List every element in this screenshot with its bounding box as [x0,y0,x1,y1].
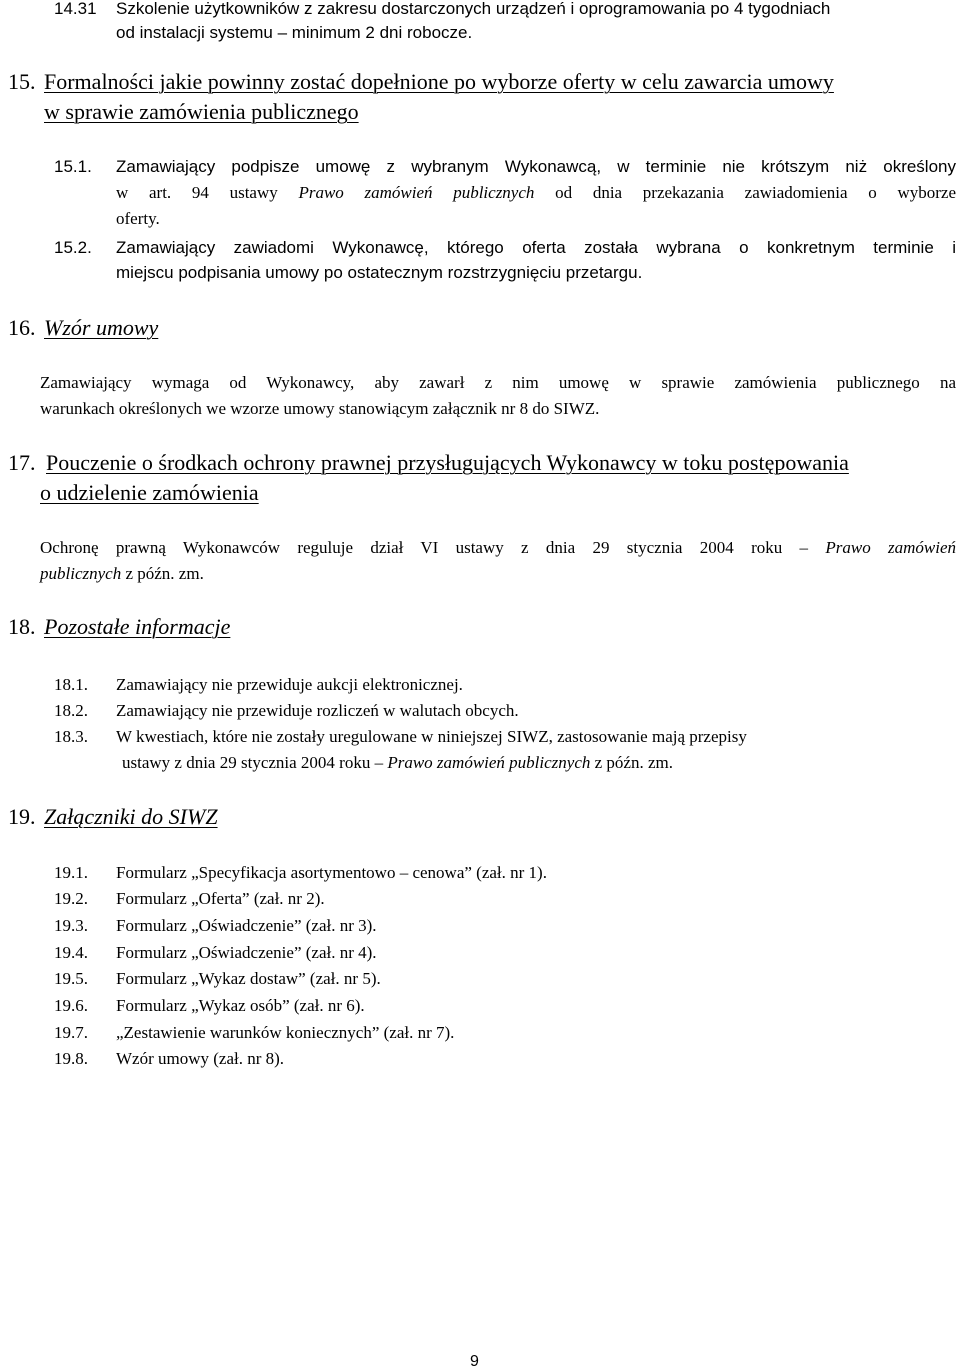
item-number: 19.6. [54,996,88,1015]
item-number: 19.7. [54,1023,88,1042]
section-number: 17. [8,450,36,475]
paragraph-line: Zamawiający wymaga od Wykonawcy, aby zawarł z nim umowę w sprawie zamówienia publicznego na [40,373,956,392]
list-item: Formularz „Wykaz osób” (zał. nr 6). [116,996,365,1015]
page-number: 9 [470,1353,479,1370]
section-number: 19. [8,804,36,829]
item-number: 18.2. [54,701,88,720]
item-number: 18.3. [54,727,88,746]
section-number: 15. [8,69,36,94]
section-number: 18. [8,614,36,639]
item-text-line: W kwestiach, które nie zostały uregulowane w niniejszej SIWZ, zastosowanie mają przepisy [116,727,747,746]
paragraph-line: warunkach określonych we wzorze umowy stanowiącym załącznik nr 8 do SIWZ. [40,399,600,418]
list-item: Formularz „Oświadczenie” (zał. nr 4). [116,943,377,962]
item-text-line: oferty. [116,209,160,228]
item-text-line: Zamawiający zawiadomi Wykonawcę, którego oferta została wybrana o konkretnym terminie i [116,238,956,257]
item-number: 19.3. [54,916,88,935]
item-text-line: Zamawiający nie przewiduje rozliczeń w walutach obcych. [116,701,519,720]
list-item: Formularz „Oświadczenie” (zał. nr 3). [116,916,377,935]
item-number: 19.4. [54,943,88,962]
item-number: 19.2. [54,889,88,908]
paragraph-line: publicznych z późn. zm. [40,564,204,583]
list-item: Wzór umowy (zał. nr 8). [116,1049,285,1068]
item-number: 14.31 [54,0,97,18]
list-item: Formularz „Wykaz dostaw” (zał. nr 5). [116,969,381,988]
section-title: Pouczenie o środkach ochrony prawnej przysługujących Wykonawcy w toku postępowania [46,450,849,475]
item-text-line: miejscu podpisania umowy po ostatecznym rozstrzygnięciu przetargu. [116,263,643,282]
item-number: 19.8. [54,1049,88,1068]
item-number: 18.1. [54,675,88,694]
item-text-line: Szkolenie użytkowników z zakresu dostarczonych urządzeń i oprogramowania po 4 tygodniach [116,0,831,18]
item-text-line: ustawy z dnia 29 stycznia 2004 roku – Prawo zamówień publicznych z późn. zm. [122,753,673,772]
item-number: 19.5. [54,969,88,988]
item-number: 19.1. [54,863,88,882]
section-title: o udzielenie zamówienia [40,480,259,505]
list-item: Formularz „Specyfikacja asortymentowo – cenowa” (zał. nr 1). [116,863,547,882]
list-item: Formularz „Oferta” (zał. nr 2). [116,889,325,908]
item-text-line: Zamawiający nie przewiduje aukcji elektronicznej. [116,675,463,694]
item-text-line: w art. 94 ustawy Prawo zamówień publicznych od dnia przekazania zawiadomienia o wyborze [116,183,956,202]
item-number: 15.1. [54,157,92,176]
paragraph-line: Ochronę prawną Wykonawców reguluje dział VI ustawy z dnia 29 stycznia 2004 roku – Prawo zamówień [40,538,957,557]
section-title: Wzór umowy [44,315,159,340]
section-title: w sprawie zamówienia publicznego [44,99,359,124]
item-text-line: od instalacji systemu – minimum 2 dni robocze. [116,23,473,42]
item-text-line: Zamawiający podpisze umowę z wybranym Wykonawcą, w terminie nie krótszym niż określony [116,157,956,176]
item-number: 15.2. [54,238,92,257]
section-title: Pozostałe informacje [44,614,231,639]
section-number: 16. [8,315,36,340]
section-title: Załączniki do SIWZ [44,804,218,829]
list-item: „Zestawienie warunków koniecznych” (zał. nr 7). [116,1023,455,1042]
section-title: Formalności jakie powinny zostać dopełnione po wyborze oferty w celu zawarcia umowy [44,69,834,94]
